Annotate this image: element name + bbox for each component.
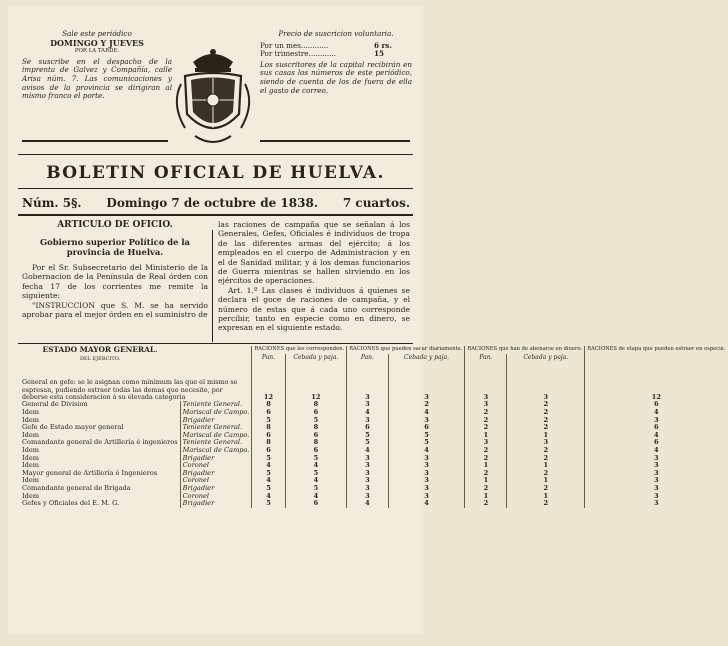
- right-title: Precio de suscricion voluntaria.: [278, 29, 394, 38]
- table-row-value: 4: [252, 493, 285, 501]
- table-row: [20, 485, 728, 493]
- row-rank: Teniente General.: [180, 439, 252, 447]
- table-row-value: 8: [252, 424, 285, 432]
- row-name: Idem: [22, 453, 39, 462]
- row-rank: Teniente General.: [180, 401, 252, 409]
- table-row-value: 2: [507, 470, 585, 478]
- left-note: Se suscribe en el despacho de la imprenta de Galvez y Compañía, calle Arisa núm. 7. Las comunicaciones y avisos de la provincia se dirigiran al mismo franco el porte.: [22, 56, 172, 101]
- row-name: Idem: [22, 408, 39, 416]
- table-row-value: 8: [285, 401, 347, 409]
- header-right: [260, 30, 412, 95]
- table-row-value: 1: [507, 462, 585, 470]
- table-row-value: 3: [347, 462, 388, 470]
- table-row-value: 5: [252, 417, 285, 425]
- table-row-value: 2: [507, 401, 585, 409]
- row-rank: Teniente General.: [180, 424, 252, 432]
- table-row-value: 4: [285, 462, 347, 470]
- table-row-value: 12: [252, 363, 285, 401]
- table-row-value: 8: [285, 439, 347, 447]
- table-row-value: 6: [347, 424, 388, 432]
- col-cebada-1: Cebada y paja.: [285, 354, 347, 364]
- table-row-value: 5: [285, 417, 347, 425]
- table-row-value: 2: [465, 470, 507, 478]
- left-title: Sale este periódico: [62, 29, 132, 38]
- table-row-value: 4: [585, 447, 728, 455]
- group-2-header: RACIONES que pueden sacar diariamente.: [347, 346, 465, 354]
- col-pan-2: Pan.: [347, 354, 388, 364]
- left-time: POR LA TARDE.: [74, 48, 120, 55]
- table-row-value: 3: [388, 493, 465, 501]
- table-row-value: 6: [388, 424, 465, 432]
- table-row-value: 2: [507, 447, 585, 455]
- row-name: Idem: [22, 415, 39, 424]
- table-row-value: 1: [465, 493, 507, 501]
- table-row-value: 4: [388, 409, 465, 417]
- group-3-header: RACIONES que han de abonarse en dinero.: [465, 346, 585, 354]
- table-subtitle: DEL EJÉRCITO.: [79, 355, 121, 362]
- table-row-value: 1: [465, 462, 507, 470]
- table-row-value: 3: [388, 363, 465, 401]
- price-trim-row: [260, 50, 412, 59]
- table-row-value: 5: [252, 470, 285, 478]
- table-row: [20, 455, 728, 463]
- table-row-value: 12: [585, 363, 728, 401]
- table-header-row: [20, 346, 728, 354]
- table-row-value: 1: [507, 432, 585, 440]
- row-rank: Brigadier: [180, 455, 252, 463]
- table-row-value: 6: [585, 439, 728, 447]
- article-right-column: [218, 220, 410, 333]
- newspaper-page: [8, 6, 726, 634]
- table-row-value: 12: [285, 363, 347, 401]
- table-row-value: 3: [585, 500, 728, 508]
- table-row-value: 4: [285, 493, 347, 501]
- table-row-value: 5: [347, 432, 388, 440]
- issue-number: Núm. 5§.: [22, 196, 82, 210]
- row-rank: Mariscal de Campo.: [180, 432, 252, 440]
- table-row: [20, 417, 728, 425]
- issue-line: [22, 196, 410, 210]
- table-row-value: 2: [507, 455, 585, 463]
- table-row-value: 3: [347, 455, 388, 463]
- table-row: [20, 439, 728, 447]
- rations-table: [20, 346, 728, 508]
- table-row-value: 6: [285, 409, 347, 417]
- table-row-value: 2: [465, 447, 507, 455]
- table-row-value: 6: [252, 432, 285, 440]
- row-rank: Brigadier: [180, 470, 252, 478]
- table-body: [20, 401, 728, 507]
- table-row-value: 3: [465, 363, 507, 401]
- table-row-value: 6: [285, 432, 347, 440]
- title-rule-top: [18, 154, 413, 155]
- table-row-value: 2: [465, 455, 507, 463]
- table-row-value: 5: [347, 439, 388, 447]
- row-rank: Brigadier: [180, 417, 252, 425]
- table-row-value: 2: [507, 500, 585, 508]
- table-row-value: 4: [285, 477, 347, 485]
- col-cebada-3: Cebada y paja.: [507, 354, 585, 364]
- table-row-value: 5: [252, 455, 285, 463]
- row-name: Idem: [22, 491, 39, 500]
- table-row-value: 6: [285, 500, 347, 508]
- table-row-value: 3: [347, 477, 388, 485]
- table-row-value: 4: [347, 447, 388, 455]
- table-row-value: 3: [347, 470, 388, 478]
- table-row-value: 4: [252, 462, 285, 470]
- table-row-value: 5: [388, 439, 465, 447]
- col-cebada-2: Cebada y paja.: [388, 354, 465, 364]
- table-intro: General en gefe: se le asignan como mínimum las que el mismo se espresan, pudiendo estraer todas las demas que necesite, por deberse esta consideracion á su elevada categoría: [22, 378, 238, 401]
- table-row-value: 2: [465, 485, 507, 493]
- row-name: Idem: [22, 445, 39, 454]
- row-rank: Brigadier: [180, 500, 252, 508]
- row-name: General de Division: [22, 400, 88, 409]
- table-row: [20, 447, 728, 455]
- article-paragraph-2: "INSTRUCCION que S. M. se ha servido aprobar para el mejor órden en el suministro de: [22, 300, 208, 320]
- table-row-value: 2: [507, 417, 585, 425]
- row-name: Gefe de Estado mayor general: [22, 423, 124, 432]
- table-row-value: 3: [507, 363, 585, 401]
- row-rank: Coronel: [180, 462, 252, 470]
- row-name: Mayor general de Artillería é Ingenieros: [22, 468, 158, 477]
- group-1-header: RACIONES que les corresponden.: [252, 346, 347, 354]
- table-row: [20, 401, 728, 409]
- table-row-value: 3: [388, 417, 465, 425]
- table-row-value: 3: [585, 455, 728, 463]
- table-row-value: 3: [388, 485, 465, 493]
- article-heading: ARTICULO DE OFICIO.: [57, 220, 173, 230]
- issue-rule: [18, 214, 413, 216]
- issue-price: 7 cuartos.: [342, 196, 410, 210]
- table-row-value: 2: [465, 500, 507, 508]
- table-row-value: 3: [347, 493, 388, 501]
- table-row-value: 3: [585, 462, 728, 470]
- row-name: Idem: [22, 476, 39, 485]
- price-month-label: Por un mes............: [260, 40, 329, 50]
- table-row-value: 2: [388, 401, 465, 409]
- table-row-value: 8: [252, 439, 285, 447]
- table-row-value: 5: [285, 455, 347, 463]
- row-name: Gefes y Oficiales del E. M. G.: [22, 499, 120, 508]
- row-rank: Mariscal de Campo.: [180, 409, 252, 417]
- table-row-value: 3: [585, 470, 728, 478]
- price-month-value: 6 rs.: [374, 40, 392, 50]
- table-title-cell: [20, 346, 180, 363]
- table-row-value: 2: [507, 409, 585, 417]
- table-row-value: 6: [285, 447, 347, 455]
- table-row-value: 3: [347, 485, 388, 493]
- article-left-column: [22, 220, 208, 319]
- table-row: [20, 409, 728, 417]
- col-pan-1: Pan.: [252, 354, 285, 364]
- row-rank: Mariscal de Campo.: [180, 447, 252, 455]
- column-separator: [212, 230, 213, 342]
- table-row-value: 4: [585, 432, 728, 440]
- table-intro-row: [20, 363, 728, 401]
- table-row-value: 3: [388, 455, 465, 463]
- table-row-value: 4: [252, 477, 285, 485]
- table-row-value: 4: [585, 409, 728, 417]
- col-pan-3: Pan.: [465, 354, 507, 364]
- table-row-value: 3: [507, 439, 585, 447]
- table-row: [20, 424, 728, 432]
- table-row-value: 8: [285, 424, 347, 432]
- table-row-value: 1: [507, 493, 585, 501]
- table-row-value: 2: [507, 485, 585, 493]
- price-trim-value: 15: [374, 49, 385, 59]
- table-row-value: 4: [347, 409, 388, 417]
- table-row-value: 6: [252, 409, 285, 417]
- article-right-paragraph-1: las raciones de campaña que se señalan á los Generales, Gefes, Oficiales é individuos de tropa de las diferentes armas del ejército; á los empleados en el cuerpo de Administracion y en el de Sanidad militar, y á los demas funcionarios de Guerra mientras se hallen sirviendo en los ejércitos de operaciones.: [218, 220, 410, 286]
- table-row-value: 3: [347, 401, 388, 409]
- table-row-value: 4: [347, 500, 388, 508]
- page-title: BOLETIN OFICIAL DE HUELVA.: [46, 163, 385, 183]
- table-row-value: 6: [585, 424, 728, 432]
- table-row-value: 3: [347, 363, 388, 401]
- table-row-value: 4: [388, 447, 465, 455]
- header-left: [22, 30, 172, 101]
- table-row-value: 2: [465, 409, 507, 417]
- table-row-value: 2: [465, 417, 507, 425]
- article-subheading: Gobierno superior Político de la provincia de Huelva.: [40, 237, 190, 257]
- table-row-value: 3: [388, 470, 465, 478]
- table-row-value: 2: [507, 424, 585, 432]
- row-rank: Coronel: [180, 477, 252, 485]
- table-row-value: 3: [585, 485, 728, 493]
- right-note: Los suscritores de la capital recibirán en sus casas los números de este periódico, siendo de cuenta de los de fuera de ella el gasto de correo.: [260, 59, 412, 95]
- group-4-header: RACIONES de etapa que pueden estraer en especie.: [585, 346, 728, 363]
- table-row: [20, 470, 728, 478]
- issue-date: Domingo 7 de octubre de 1838.: [106, 196, 318, 210]
- table-row-value: 8: [252, 401, 285, 409]
- table-row-value: 1: [465, 432, 507, 440]
- royal-coat-of-arms-icon: [171, 44, 255, 154]
- table-row-value: 5: [388, 432, 465, 440]
- table-row-value: 3: [585, 493, 728, 501]
- table-row-value: 3: [465, 401, 507, 409]
- left-days: DOMINGO Y JUEVES: [50, 37, 144, 48]
- table-row-value: 5: [252, 485, 285, 493]
- price-trim-label: Por trimestre............: [260, 49, 336, 59]
- title-rule-bottom: [18, 188, 413, 189]
- row-name: Comandante general de Brigada: [22, 483, 131, 492]
- table-row-value: 5: [285, 470, 347, 478]
- table-row-value: 6: [585, 401, 728, 409]
- table-title: ESTADO MAYOR GENERAL.: [42, 345, 158, 354]
- ornament-rule-left: [22, 140, 168, 142]
- table-row-value: 4: [388, 500, 465, 508]
- table-row-value: 1: [507, 477, 585, 485]
- row-name: Idem: [22, 461, 39, 470]
- table-row-value: 6: [252, 447, 285, 455]
- table-row-value: 5: [285, 485, 347, 493]
- table-row-value: 2: [465, 424, 507, 432]
- table-row-value: 3: [465, 439, 507, 447]
- table-row: [20, 500, 728, 508]
- table-rule-top: [18, 343, 413, 344]
- article-right-paragraph-2: Art. 1.º Las clases é individuos á quienes se declara el goce de raciones de campaña, y el número de estas que á cada uno corresponde percibir, tanto en especie como en dinero, se expresan en el siguiente estado.: [218, 285, 410, 333]
- row-name: Idem: [22, 430, 39, 439]
- article-paragraph-1: Por el Sr. Subsecretario del Ministerio de la Gobernacion de la Península de Real órden con fecha 17 de los corrientes me remite la siguiente:: [22, 263, 208, 301]
- row-name: Comandante general de Artillería é ingenieros: [22, 438, 178, 447]
- table-row-value: 3: [585, 477, 728, 485]
- table-row-value: 3: [388, 462, 465, 470]
- table-row-value: 5: [252, 500, 285, 508]
- table-row-value: 3: [585, 417, 728, 425]
- table-row-value: 3: [388, 477, 465, 485]
- table-row-value: 3: [347, 417, 388, 425]
- row-rank: Coronel: [180, 493, 252, 501]
- ornament-rule-right: [260, 140, 410, 142]
- table-row: [20, 493, 728, 501]
- row-rank: Brigadier: [180, 485, 252, 493]
- table-row-value: 1: [465, 477, 507, 485]
